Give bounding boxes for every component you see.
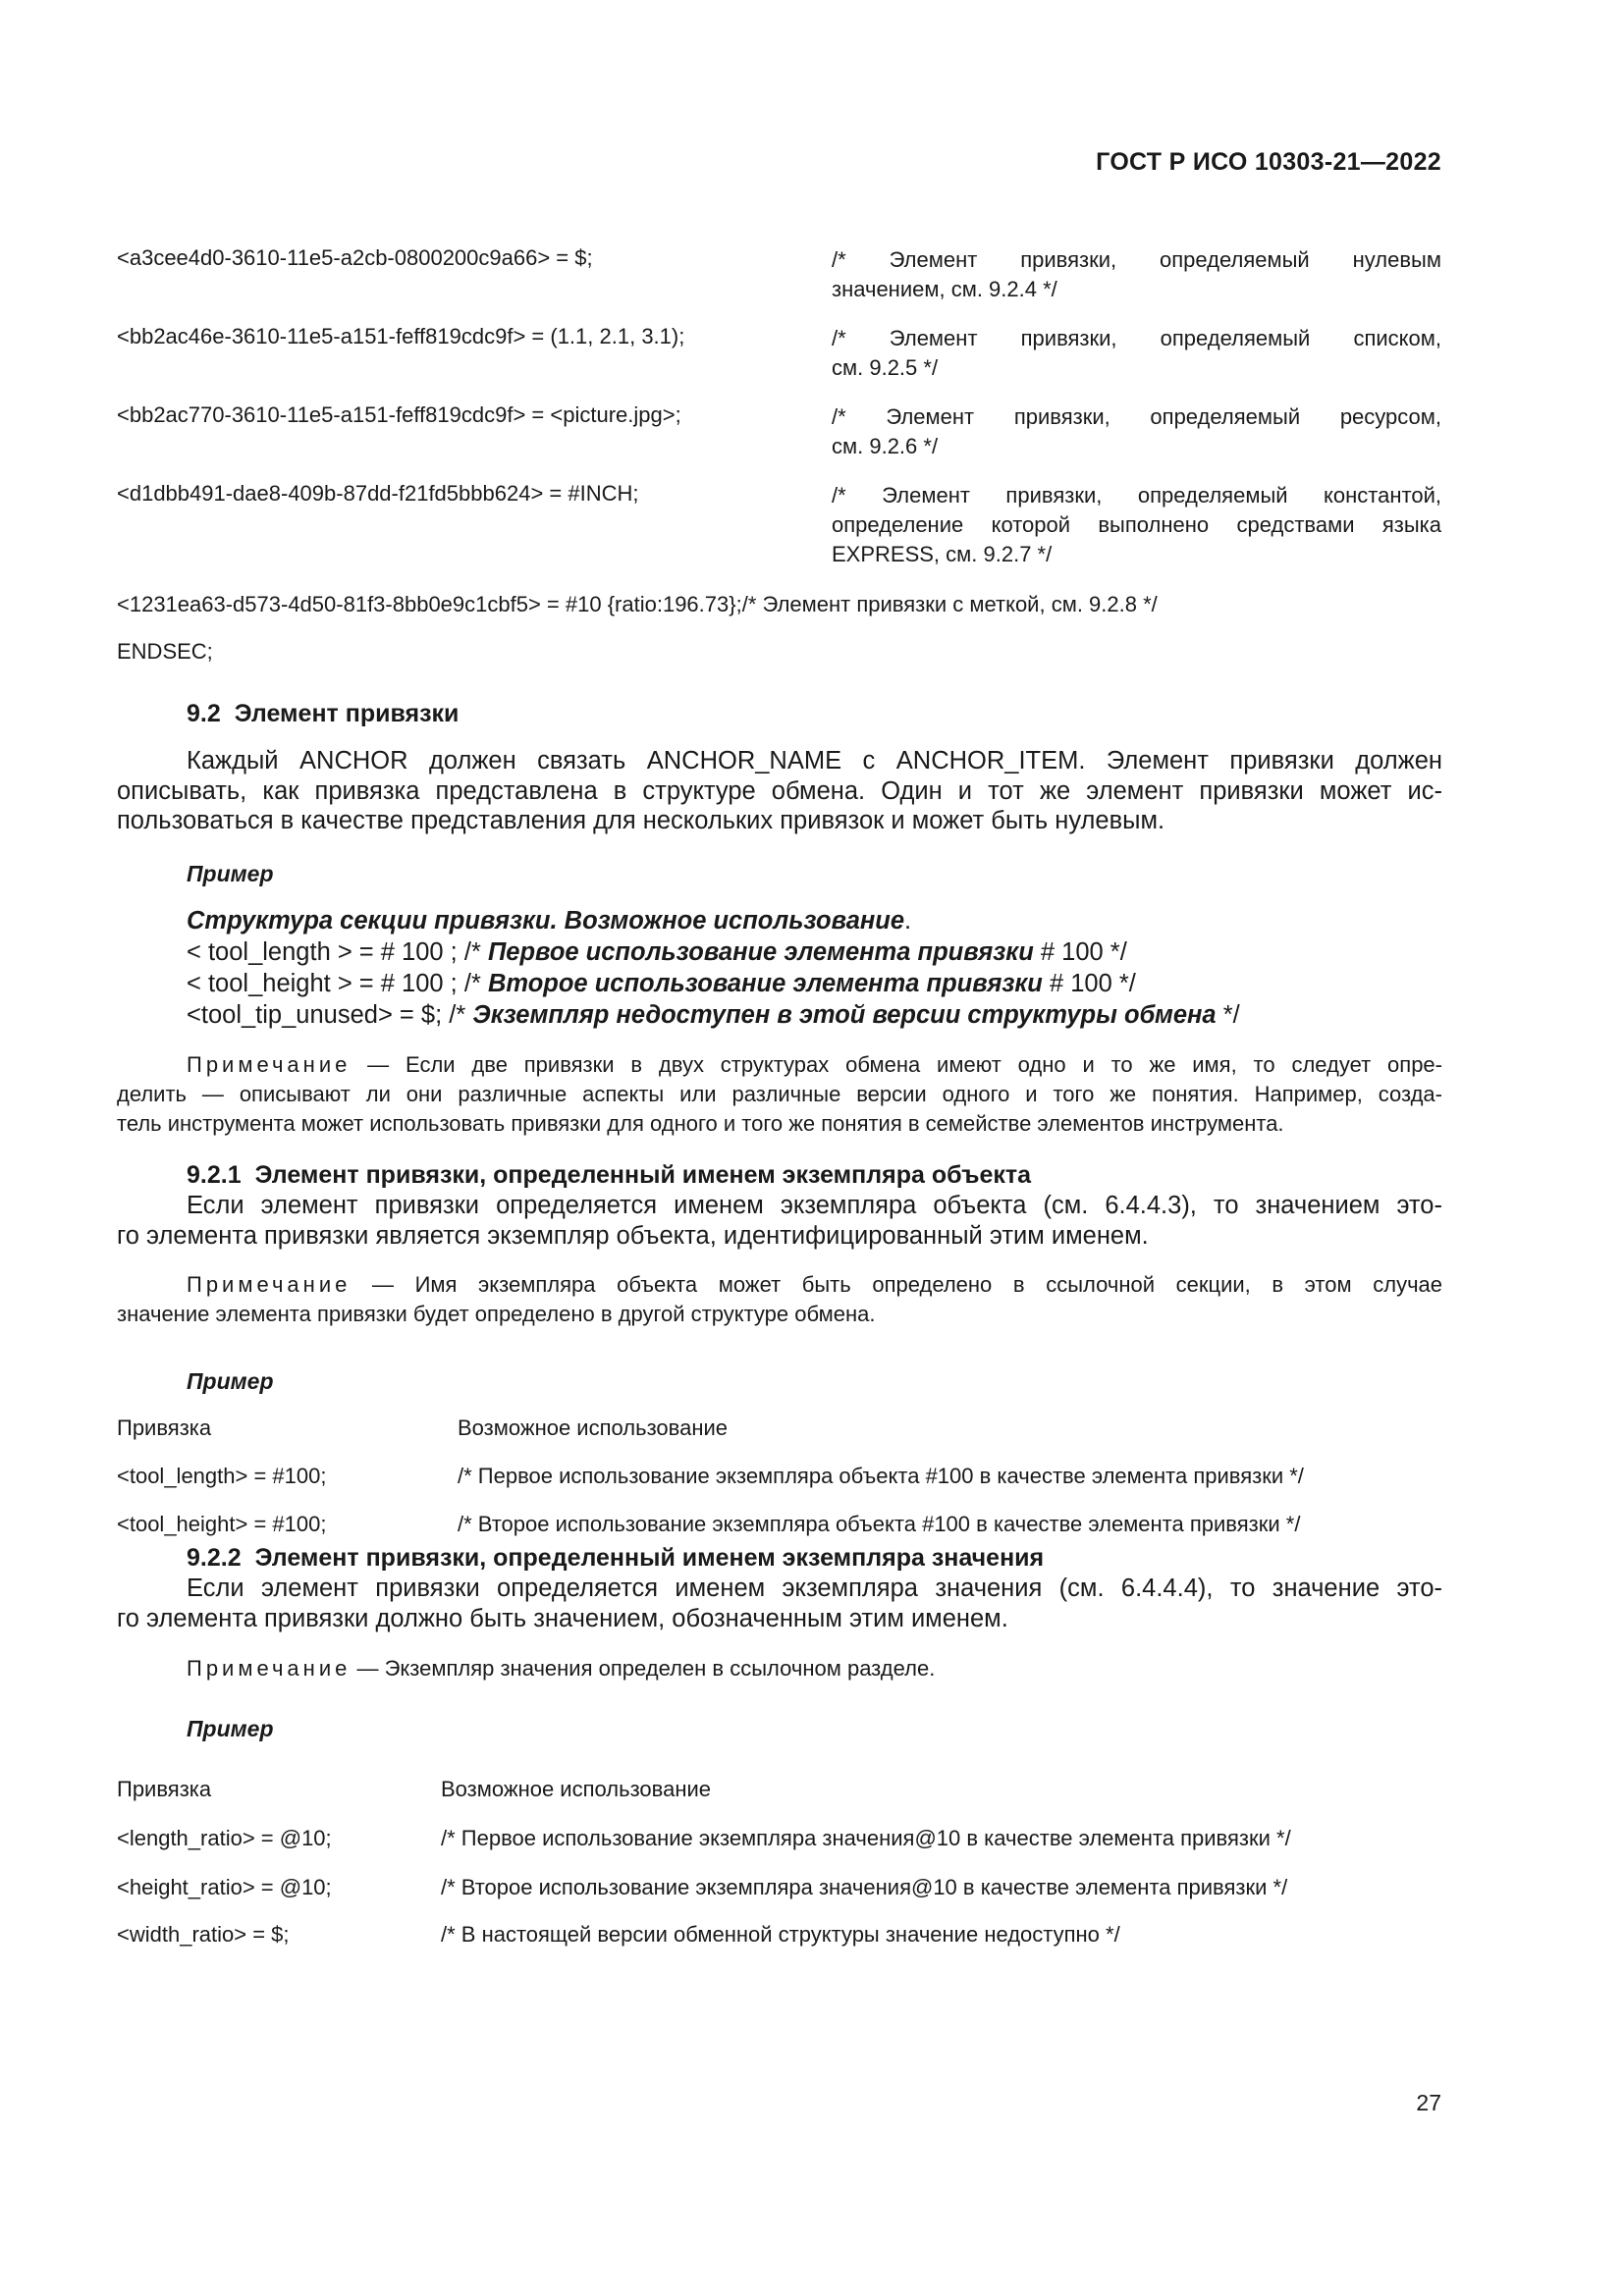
note <box>117 1654 1442 1683</box>
comment-line: EXPRESS, см. 9.2.7 */ <box>832 542 1053 566</box>
paragraph-line: Если элемент привязки определяется именем экземпляра объекта (см. 6.4.4.3), то значением это- <box>187 1192 1442 1219</box>
note-label: Примечание <box>187 1052 352 1077</box>
table-cell-anchor: <tool_length> = #100; <box>117 1464 327 1488</box>
note-label: Примечание <box>187 1656 352 1681</box>
example-line <box>187 938 1127 967</box>
paragraph-line: пользоваться в качестве представления для нескольких привязок и может быть нулевым. <box>117 807 1165 834</box>
comment-line: см. 9.2.6 */ <box>832 434 939 458</box>
paragraph-line: го элемента привязки является экземпляр объекта, идентифицированный этим именем. <box>117 1221 1149 1250</box>
anchor-code: <a3cee4d0-3610-11e5-a2cb-0800200c9a66> = $; <box>117 245 593 270</box>
table-cell-anchor: <tool_height> = #100; <box>117 1512 327 1536</box>
anchor-comment <box>832 402 1441 461</box>
table-cell-usage: /* Первое использование экземпляра объекта #100 в качестве элемента привязки */ <box>458 1464 1304 1488</box>
section-title: Элемент привязки <box>234 700 460 727</box>
example-line-end: # 100 */ <box>1042 970 1136 997</box>
example-line-comment: Второе использование элемента привязки <box>487 970 1043 997</box>
example-title-text: Структура секции привязки. Возможное использование <box>187 907 905 934</box>
section-heading <box>187 1544 1044 1573</box>
section-paragraph <box>117 1574 1442 1633</box>
section-number: 9.2.1 <box>187 1161 242 1189</box>
table-cell-anchor: <width_ratio> = $; <box>117 1922 290 1947</box>
anchor-long-row: <1231ea63-d573-4d50-81f3-8bb0e9c1cbf5> = #10 {ratio:196.73};/* Элемент привязки с меткой, см. 9.2.8 */ <box>117 592 1158 616</box>
comment-line: /* Элемент привязки, определяемый списком, <box>832 326 1441 350</box>
example-line-code: < tool_length > = # 100 ; /* <box>187 938 488 966</box>
table-header-col1: Привязка <box>117 1415 212 1440</box>
example-line-end: # 100 */ <box>1033 938 1127 966</box>
example-line <box>187 1001 1240 1030</box>
example-label: Пример <box>187 1716 274 1741</box>
table-cell-usage: /* Второе использование экземпляра значения@10 в качестве элемента привязки */ <box>441 1875 1288 1899</box>
note-line: тель инструмента может использовать привязки для одного и того же понятия в семействе элементов инструмента. <box>117 1111 1284 1136</box>
table-cell-usage: /* Второе использование экземпляра объекта #100 в качестве элемента привязки */ <box>458 1512 1301 1536</box>
comment-line: /* Элемент привязки, определяемый константой, <box>832 483 1441 507</box>
table-header-col2: Возможное использование <box>458 1415 728 1440</box>
example-line-code: < tool_height > = # 100 ; /* <box>187 970 488 997</box>
anchor-code: <bb2ac46e-3610-11e5-a151-feff819cdc9f> = (1.1, 2.1, 3.1); <box>117 324 685 348</box>
comment-line: см. 9.2.5 */ <box>832 355 939 380</box>
note-line <box>117 1050 1442 1080</box>
anchor-comment <box>832 245 1441 304</box>
note-text: — Имя экземпляра объекта может быть определено в ссылочной секции, в этом случае <box>351 1272 1442 1297</box>
note-line <box>117 1654 1442 1683</box>
anchor-code: <bb2ac770-3610-11e5-a151-feff819cdc9f> = <picture.jpg>; <box>117 402 681 427</box>
table-cell-usage: /* Первое использование экземпляра значения@10 в качестве элемента привязки */ <box>441 1826 1291 1850</box>
section-title: Элемент привязки, определенный именем экземпляра значения <box>254 1544 1045 1572</box>
table-cell-anchor: <height_ratio> = @10; <box>117 1875 332 1899</box>
section-paragraph <box>117 746 1442 836</box>
table-header-col2: Возможное использование <box>441 1777 711 1801</box>
anchor-comment <box>832 324 1441 383</box>
note-line: делить — описывают ли они различные аспекты или различные версии одного и того же понятия. Например, созда- <box>117 1082 1442 1106</box>
comment-line: значением, см. 9.2.4 */ <box>832 277 1057 301</box>
example-line-end: */ <box>1216 1001 1240 1029</box>
paragraph-line: Если элемент привязки определяется именем экземпляра значения (см. 6.4.4.4), то значение это- <box>187 1575 1442 1602</box>
note <box>117 1270 1442 1329</box>
note-text: — Экземпляр значения определен в ссылочном разделе. <box>351 1656 936 1681</box>
anchor-code: <d1dbb491-dae8-409b-87dd-f21fd5bbb624> = #INCH; <box>117 481 639 506</box>
paragraph-line: Каждый ANCHOR должен связать ANCHOR_NAME с ANCHOR_ITEM. Элемент привязки должен <box>187 747 1442 774</box>
example-title-end: . <box>904 907 912 934</box>
table-cell-anchor: <length_ratio> = @10; <box>117 1826 332 1850</box>
anchor-comment <box>832 481 1441 569</box>
paragraph-line: описывать, как привязка представлена в структуре обмена. Один и тот же элемент привязки может ис- <box>117 776 1442 805</box>
endsec: ENDSEC; <box>117 639 213 664</box>
note-line: значение элемента привязки будет определено в другой структуре обмена. <box>117 1302 876 1326</box>
paragraph-line: го элемента привязки должно быть значением, обозначенным этим именем. <box>117 1604 1008 1632</box>
table-header-col1: Привязка <box>117 1777 212 1801</box>
comment-line: /* Элемент привязки, определяемый ресурсом, <box>832 404 1441 429</box>
note-line <box>117 1270 1442 1300</box>
section-heading <box>187 1161 1031 1190</box>
comment-line: определение которой выполнено средствами языка <box>832 512 1441 537</box>
example-line-code: <tool_tip_unused> = $; /* <box>187 1001 473 1029</box>
table-cell-usage: /* В настоящей версии обменной структуры значение недоступно */ <box>441 1922 1120 1947</box>
example-title <box>187 907 911 935</box>
section-heading <box>187 700 459 728</box>
section-paragraph <box>117 1191 1442 1251</box>
document-header: ГОСТ Р ИСО 10303-21—2022 <box>1096 148 1441 176</box>
example-label: Пример <box>187 861 274 886</box>
section-title: Элемент привязки, определенный именем экземпляра объекта <box>254 1161 1032 1189</box>
example-label: Пример <box>187 1368 274 1394</box>
example-line <box>187 970 1136 998</box>
section-number: 9.2.2 <box>187 1544 242 1572</box>
example-line-comment: Первое использование элемента привязки <box>487 938 1034 966</box>
note-label: Примечание <box>187 1272 352 1297</box>
note <box>117 1050 1442 1139</box>
note-text: — Если две привязки в двух структурах обмена имеют одно и то же имя, то следует опре- <box>351 1052 1442 1077</box>
comment-line: /* Элемент привязки, определяемый нулевым <box>832 247 1441 272</box>
page-number: 27 <box>1416 2090 1441 2115</box>
section-number: 9.2 <box>187 700 221 727</box>
example-line-comment: Экземпляр недоступен в этой версии структуры обмена <box>472 1001 1217 1029</box>
